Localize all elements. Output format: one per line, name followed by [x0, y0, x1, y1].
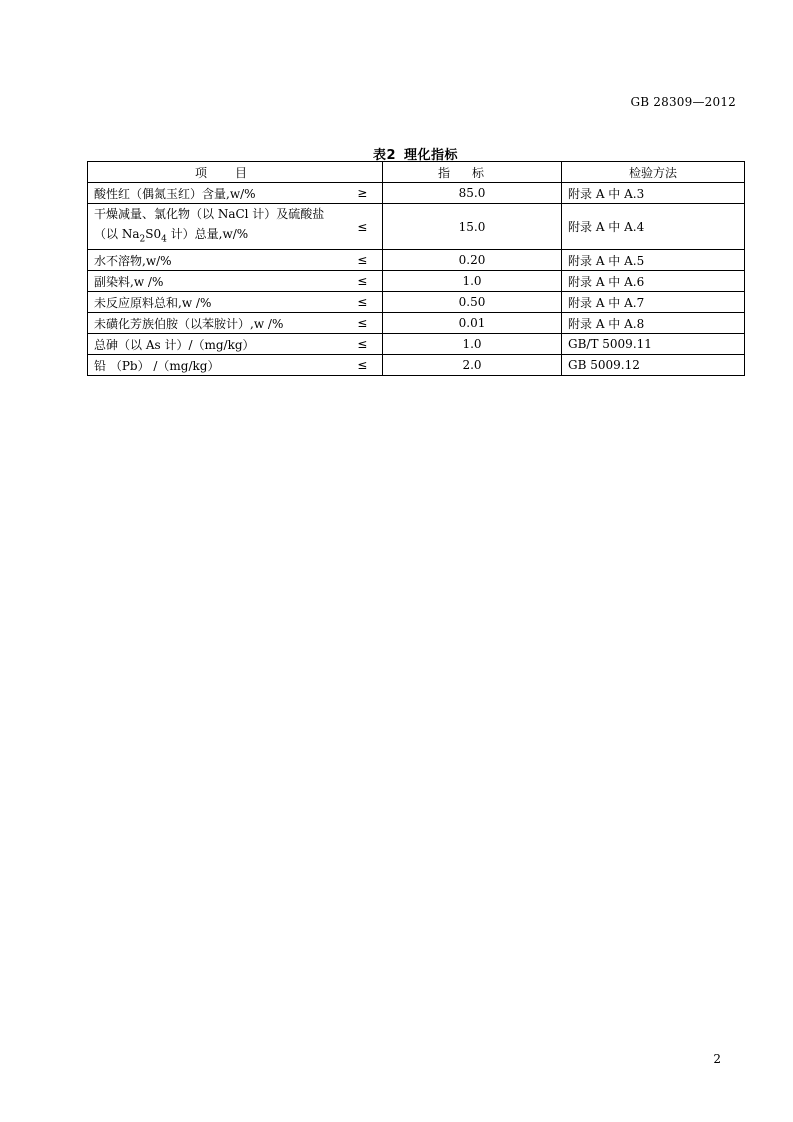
row-item-line2-post: 计）总量,w/%: [166, 227, 249, 241]
table-row: [88, 355, 745, 376]
row-operator: ≤: [343, 355, 383, 376]
table-title-text: 理化指标: [404, 148, 459, 163]
table-row: [88, 250, 745, 271]
row-item: 未磺化芳族伯胺（以苯胺计）,w /%: [88, 313, 343, 334]
row-item: 总砷（以 As 计）/（mg/kg）: [88, 334, 343, 355]
row-method: 附录 A 中 A.8: [562, 313, 745, 334]
row-value: 2.0: [383, 355, 562, 376]
table-row: [88, 313, 745, 334]
header-item: 项目: [88, 162, 383, 183]
row-item: 水不溶物,w/%: [88, 250, 343, 271]
header-method: 检验方法: [562, 162, 745, 183]
header-value: 指标: [383, 162, 562, 183]
row-method: GB/T 5009.11: [562, 334, 745, 355]
row-value: 15.0: [383, 204, 562, 250]
row-item-line1: 干燥减量、氯化物（以 NaCl 计）及硫酸盐: [94, 207, 325, 221]
table-row: [88, 183, 745, 204]
row-operator: ≤: [343, 204, 383, 250]
row-operator: ≤: [343, 292, 383, 313]
row-value: 1.0: [383, 271, 562, 292]
subscript-4: 4: [161, 234, 167, 245]
row-value: 0.20: [383, 250, 562, 271]
table-row: [88, 292, 745, 313]
table-row: [88, 204, 745, 250]
row-operator: ≤: [343, 313, 383, 334]
page-number: 2: [713, 1052, 721, 1066]
row-method: 附录 A 中 A.4: [562, 204, 745, 250]
row-method: 附录 A 中 A.3: [562, 183, 745, 204]
row-item: [88, 204, 343, 250]
row-method: 附录 A 中 A.6: [562, 271, 745, 292]
row-item: 副染料,w /%: [88, 271, 343, 292]
row-item: 酸性红（偶氮玉红）含量,w/%: [88, 183, 343, 204]
row-item: 未反应原料总和,w /%: [88, 292, 343, 313]
row-value: 85.0: [383, 183, 562, 204]
row-method: GB 5009.12: [562, 355, 745, 376]
row-operator: ≥: [343, 183, 383, 204]
row-value: 1.0: [383, 334, 562, 355]
row-item-line2-mid: S0: [145, 227, 162, 241]
row-method: 附录 A 中 A.7: [562, 292, 745, 313]
row-value: 0.01: [383, 313, 562, 334]
table-title-number: 表2: [372, 148, 397, 163]
table-row: [88, 334, 745, 355]
subscript-2: 2: [139, 234, 146, 245]
row-operator: ≤: [343, 334, 383, 355]
physicochemical-spec-table: [87, 161, 745, 376]
table-row: [88, 271, 745, 292]
row-operator: ≤: [343, 250, 383, 271]
standard-code: GB 28309—2012: [630, 95, 736, 109]
table-header-row: [88, 162, 745, 183]
row-item: 铅 （Pb） /（mg/kg）: [88, 355, 343, 376]
row-operator: ≤: [343, 271, 383, 292]
row-item-line2-pre: （以 Na: [94, 227, 140, 241]
row-method: 附录 A 中 A.5: [562, 250, 745, 271]
row-value: 0.50: [383, 292, 562, 313]
